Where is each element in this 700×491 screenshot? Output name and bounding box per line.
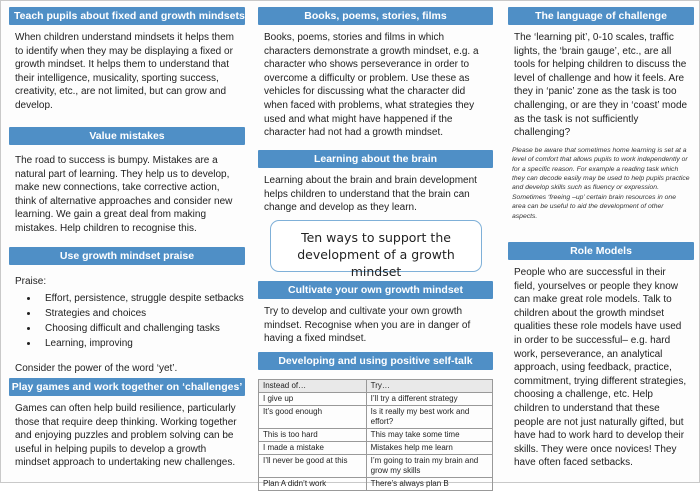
praise-intro: Praise: (15, 276, 47, 287)
self-talk-table (258, 379, 493, 491)
table-row (259, 393, 493, 406)
section-language (508, 7, 694, 221)
table-cell: I’ll never be good at this (259, 455, 367, 478)
column-middle (258, 7, 493, 488)
section-title-cultivate: Cultivate your own growth mindset (258, 281, 493, 299)
list-item: • Learning, improving (39, 336, 245, 351)
table-header-cell: Instead of… (259, 380, 367, 393)
table-cell: This may take some time (366, 429, 492, 442)
table-row (259, 406, 493, 429)
section-title-fixed-growth: Teach pupils about fixed and growth mindsets (9, 7, 245, 25)
section-games (9, 378, 245, 470)
table-cell: Plan A didn’t work (259, 478, 367, 491)
section-text-value-mistakes: The road to success is bumpy. Mistakes are a natural part of learning. They help us to develop, make new connections, take corrective action, think of alternative approaches and consider new learning. We gain a great deal from making mistakes. Help children to recognise this. (15, 155, 233, 234)
language-note: Please be aware that sometimes home learning is set at a level of comfort that allows pupils to work independently or for a specific reason. For example a reading task which they can decode easily may be used to help pupils practice and develop skills such as fluency or expression. Sometimes ‘freeing –up’ certain brain resources in one area can be useful to aid the development of other aspects. (512, 146, 690, 220)
table-row (259, 455, 493, 478)
table-header-row (259, 380, 493, 393)
list-item: • Effort, persistence, struggle despite setbacks (39, 291, 245, 306)
table-cell: There’s always plan B (366, 478, 492, 491)
list-item: • Choosing difficult and challenging tasks (39, 321, 245, 336)
section-text-cultivate: Try to develop and cultivate your own growth mindset. Recognise when you are in danger of having a fixed mindset. (264, 306, 471, 345)
section-text-games: Games can often help build resilience, particularly those that require deep thinking. Working together and enjoying puzzles and problem solving can be useful in helping pupils to develop a growth mindset approach to undertaking new challenges. (15, 403, 237, 469)
section-text-role-models: People who are successful in their field, yourselves or people they know can make great role models. Talk to children about the growth mindset qualities these role models have used in order to be successful– e.g. hard work, perseverance, an analytical approach, using feedback, practice, commitment, trying different strategies, choosing a challenge, etc. Help children to understand that these people are not just naturally gifted, but have had to work hard to develop their skills. They were once novices! They have often faced setbacks. (514, 267, 687, 469)
section-title-self-talk: Developing and using positive self-talk (258, 352, 493, 370)
table-cell: It’s good enough (259, 406, 367, 429)
table-header-cell: Try… (366, 380, 492, 393)
section-value-mistakes (9, 127, 245, 236)
section-praise (9, 247, 245, 375)
section-title-role-models: Role Models (508, 242, 694, 260)
section-title-brain: Learning about the brain (258, 150, 493, 168)
section-title-praise: Use growth mindset praise (9, 247, 245, 265)
table-cell: I made a mistake (259, 442, 367, 455)
section-brain (258, 150, 493, 215)
table-cell: Is it really my best work and effort? (366, 406, 492, 429)
column-left (9, 7, 245, 477)
list-item: • Strategies and choices (39, 306, 245, 321)
praise-list (9, 291, 245, 351)
table-row (259, 478, 493, 491)
section-title-books: Books, poems, stories, films (258, 7, 493, 25)
section-fixed-growth (9, 7, 245, 113)
section-books (258, 7, 493, 140)
section-text-language: The ‘learning pit’, 0-10 scales, traffic lights, the ‘brain gauge’, etc., are all tools for helping children to discuss the level of challenge and how it feels. Are they in ‘panic’ zone as the task is too challenging, or are they in ‘coast’ mode as the task is not sufficiently challenging? (514, 32, 688, 139)
table-row (259, 429, 493, 442)
section-text-brain: Learning about the brain and brain development helps children to understand that the brain can change and develop as they learn. (264, 175, 477, 214)
table-row (259, 442, 493, 455)
section-title-value-mistakes: Value mistakes (9, 127, 245, 145)
main-title: Ten ways to support the development of a growth mindset (270, 220, 482, 272)
section-self-talk (258, 352, 493, 491)
section-title-language: The language of challenge (508, 7, 694, 25)
section-cultivate (258, 281, 493, 346)
section-role-models (508, 242, 694, 470)
praise-outro: Consider the power of the word ‘yet’. (15, 362, 178, 374)
table-cell: I give up (259, 393, 367, 406)
table-cell: Mistakes help me learn (366, 442, 492, 455)
column-right (508, 7, 694, 477)
section-text-fixed-growth: When children understand mindsets it helps them to identify when they may be displaying a fixed or growth mindset. It helps them to understand that their intelligence, musicality, sporting success, creativity, etc., are not limited, but can grow and develop. (15, 32, 235, 111)
table-cell: I’ll try a different strategy (366, 393, 492, 406)
section-title-games: Play games and work together on ‘challenges’ (9, 378, 245, 396)
table-cell: I’m going to train my brain and grow my skills (366, 455, 492, 478)
section-text-books: Books, poems, stories and films in which characters demonstrate a growth mindset, e.g. a character who shows perseverance in order to overcome a difficulty or problem. Use these as vehicles for discussing what the character did when faced with problems, what strategies they used and what might have happened if the character had not had a growth mindset. (264, 32, 479, 139)
table-cell: This is too hard (259, 429, 367, 442)
